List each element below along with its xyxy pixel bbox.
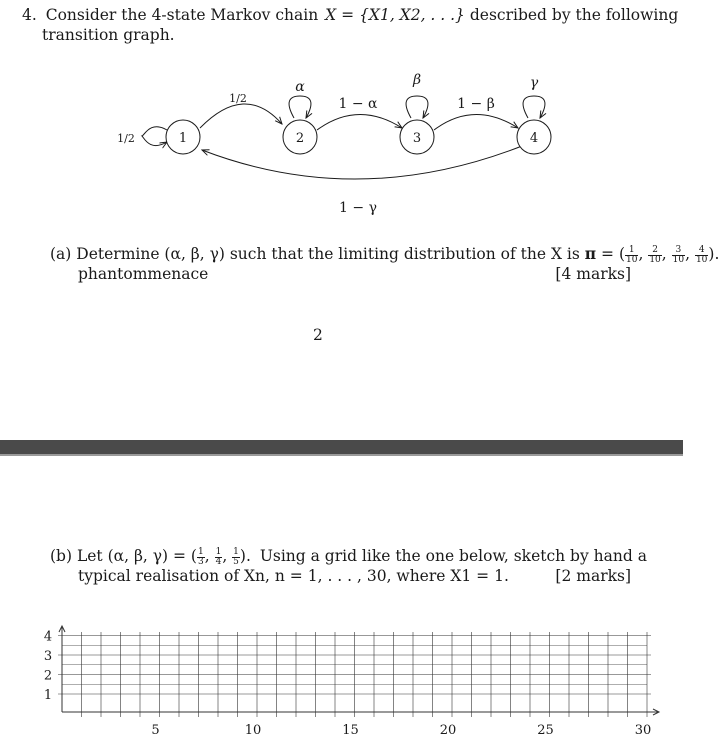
question-line-1 <box>22 5 678 25</box>
chain-symbol: X <box>325 6 337 24</box>
edge-1-2-label: 1/2 <box>229 92 247 105</box>
self-loop-2-label: α <box>295 79 305 95</box>
self-loop-3 <box>406 96 428 118</box>
edge-3-4 <box>434 114 518 130</box>
x-tick-label: 10 <box>244 723 262 738</box>
part-b-text-2: Using a grid like the one below, sketch by hand a <box>259 547 647 565</box>
page-number: 2 <box>313 326 323 344</box>
page-2 <box>0 456 683 756</box>
page-separator <box>0 440 683 454</box>
x-tick-label: 20 <box>439 723 457 738</box>
self-loop-3-label: β <box>412 72 422 88</box>
edge-4-1-label: 1 − γ <box>339 200 377 216</box>
svg-text:4: 4 <box>529 131 539 146</box>
param-alpha: $\frac{1}{3}$ <box>197 546 204 567</box>
svg-text:3: 3 <box>412 131 422 146</box>
part-a-marks: [4 marks] <box>555 265 631 283</box>
x-tick-label: 15 <box>342 723 359 738</box>
y-tick-label: 2 <box>43 668 53 684</box>
pi-1: $\frac{1}{10}$ <box>626 244 638 265</box>
self-loop-1-label: 1/2 <box>117 132 135 145</box>
part-b-text-1: Let (α, β, γ) = <box>76 547 186 565</box>
part-a-label: (a) <box>50 245 72 263</box>
state-node-4 <box>517 120 551 154</box>
part-a-line-2: phantommenace <box>78 265 209 283</box>
state-node-2 <box>283 120 317 154</box>
y-tick-label: 3 <box>43 649 53 664</box>
svg-text:2: 2 <box>295 131 305 146</box>
y-tick-label: 4 <box>43 629 53 645</box>
state-node-3 <box>400 120 434 154</box>
param-gamma: $\frac{1}{5}$ <box>233 546 239 567</box>
param-beta: $\frac{1}{4}$ <box>215 546 222 567</box>
edge-2-3 <box>317 114 402 130</box>
pi-symbol: π <box>584 244 597 263</box>
svg-text:1: 1 <box>178 131 188 146</box>
x-tick-label: 30 <box>634 723 652 738</box>
self-loop-1 <box>142 127 167 146</box>
part-b-line-2: typical realisation of Xn, n = 1, . . . , 30, where X1 = 1. <box>78 567 509 585</box>
part-b-line-1: (b) Let (α, β, γ) = ( $\frac{1}{3}$ , $\frac{1}{4}$ , $\frac{1}{5}$ ). Using a grid like the one below, sketch by hand a <box>50 546 647 567</box>
edge-2-3-label: 1 − α <box>338 96 378 112</box>
pi-4: $\frac{4}{10}$ <box>695 244 708 265</box>
edge-1-2 <box>200 104 282 128</box>
state-node-1 <box>166 120 200 154</box>
self-loop-2 <box>289 96 311 118</box>
sketch-grid <box>0 456 683 756</box>
state-sequence: {X1, X2, . . .} <box>359 6 465 24</box>
x-tick-label: 5 <box>151 723 160 738</box>
part-a-line-1: (a) Determine (α, β, γ) such that the limiting distribution of the X is π = ( $\frac{1}{10}$ , $\frac{2}{10}$ , $\frac{3}{10}$ , $\frac{4}{10}$ ). <box>50 244 719 265</box>
question-number: 4. <box>22 6 37 24</box>
part-b-marks: [2 marks] <box>555 567 631 585</box>
self-loop-4 <box>523 96 545 118</box>
self-loop-4-label: γ <box>529 75 539 91</box>
part-b-label: (b) <box>50 547 73 565</box>
pi-2: $\frac{2}{10}$ <box>649 244 661 265</box>
question-intro-end: described by the following <box>469 6 679 24</box>
part-a-text: Determine (α, β, γ) such that the limiting distribution of the X is <box>76 245 580 263</box>
question-line-2: transition graph. <box>42 26 175 44</box>
y-tick-label: 1 <box>43 688 53 703</box>
x-tick-label: 25 <box>537 723 554 738</box>
pi-3: $\frac{3}{10}$ <box>672 244 685 265</box>
question-intro: Consider the 4-state Markov chain <box>45 6 319 24</box>
edge-4-1 <box>202 146 522 179</box>
edge-3-4-label: 1 − β <box>457 96 495 112</box>
equals-sign: = <box>341 6 355 24</box>
